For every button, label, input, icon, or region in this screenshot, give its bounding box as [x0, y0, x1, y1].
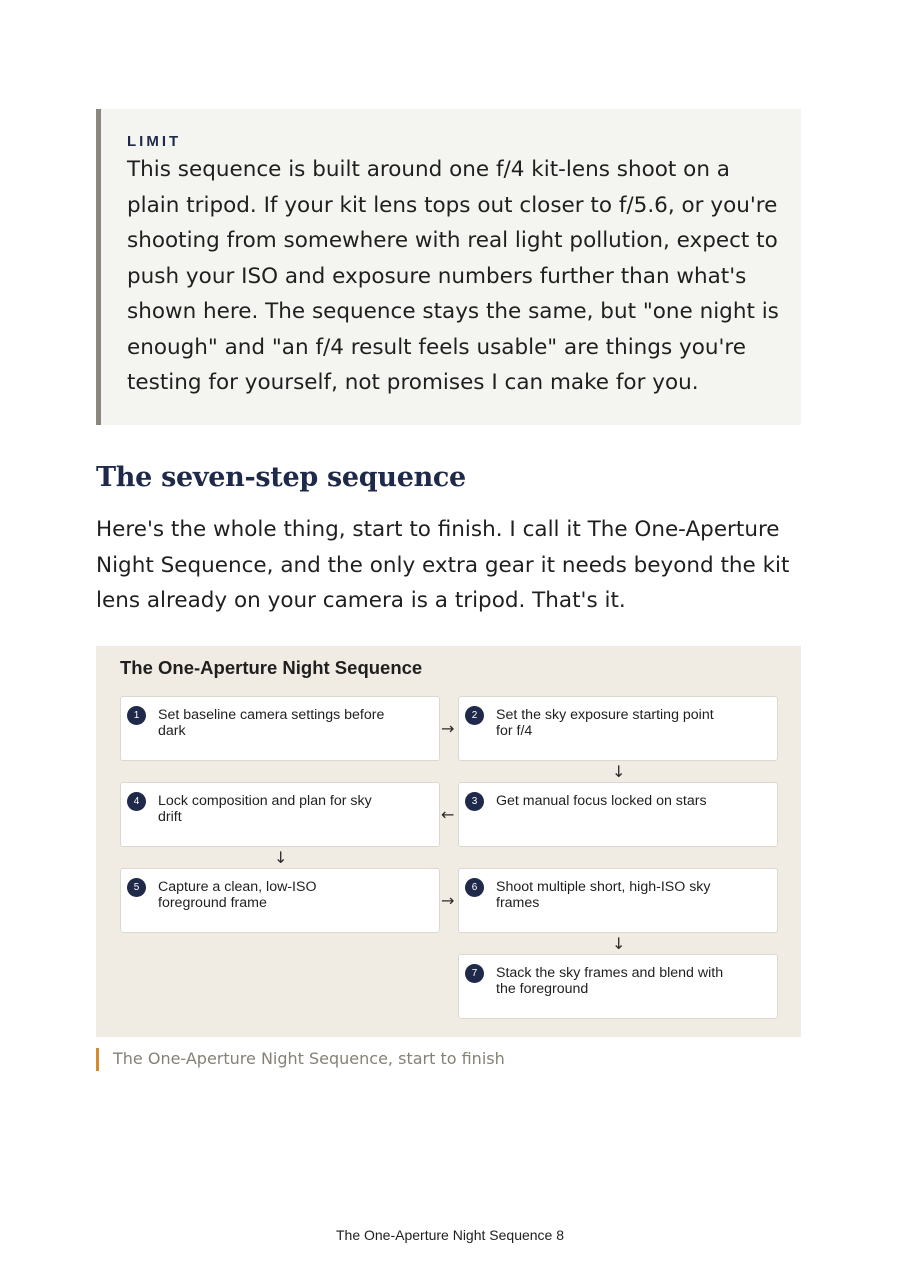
step-2-number: 2 — [465, 706, 484, 725]
step-4-number: 4 — [127, 792, 146, 811]
step-6-number: 6 — [465, 878, 484, 897]
step-5-number: 5 — [127, 878, 146, 897]
step-1-text: Set baseline camera settings before dark — [158, 707, 385, 739]
step-6-text: Shoot multiple short, high-ISO sky frames — [496, 879, 711, 911]
step-3-number: 3 — [465, 792, 484, 811]
step-7-number: 7 — [465, 964, 484, 983]
callout-label: LIMIT — [127, 133, 182, 150]
step-6-box — [458, 868, 778, 933]
page-footer: The One-Aperture Night Sequence 8 — [335, 1227, 565, 1243]
step-1-number: 1 — [127, 706, 146, 725]
arrow-right-icon: → — [441, 891, 455, 910]
step-1-box — [120, 696, 440, 761]
step-5-text: Capture a clean, low-ISO foreground frame — [158, 879, 317, 911]
step-2-box — [458, 696, 778, 761]
arrow-right-icon: → — [441, 719, 455, 738]
step-7-box — [458, 954, 778, 1019]
step-4-text: Lock composition and plan for sky drift — [158, 793, 372, 825]
step-3-box — [458, 782, 778, 847]
step-3-text: Get manual focus locked on stars — [496, 793, 707, 809]
diagram-title: The One-Aperture Night Sequence — [120, 657, 423, 678]
sequence-diagram — [96, 646, 801, 1037]
section-heading: The seven-step sequence — [96, 462, 466, 493]
arrow-down-icon: ↓ — [612, 934, 626, 953]
callout-body: This sequence is built around one f/4 kit-lens shoot on a plain tripod. If your kit lens tops out closer to f/5.6, or you're shooting from somewhere with real light pollution, expect to push your ISO and exposure numbers further than what's shown here. The sequence stays the same, but "one night is enough" and "an f/4 result feels usable" are things you're testing for yourself, not promises I can make for you. — [127, 157, 779, 395]
step-5-box — [120, 868, 440, 933]
arrow-down-icon: ↓ — [612, 762, 626, 781]
step-2-text: Set the sky exposure starting point for f/4 — [496, 707, 714, 739]
step-7-text: Stack the sky frames and blend with the foreground — [496, 965, 724, 997]
figure-caption: The One-Aperture Night Sequence, start to finish — [96, 1048, 505, 1071]
intro-paragraph: Here's the whole thing, start to finish. I call it The One-Aperture Night Sequence, and the only extra gear it needs beyond the kit lens already on your camera is a tripod. That's it. — [96, 517, 790, 613]
step-4-box — [120, 782, 440, 847]
arrow-down-icon: ↓ — [274, 848, 288, 867]
limit-callout — [96, 109, 801, 425]
arrow-left-icon: ← — [441, 805, 455, 824]
